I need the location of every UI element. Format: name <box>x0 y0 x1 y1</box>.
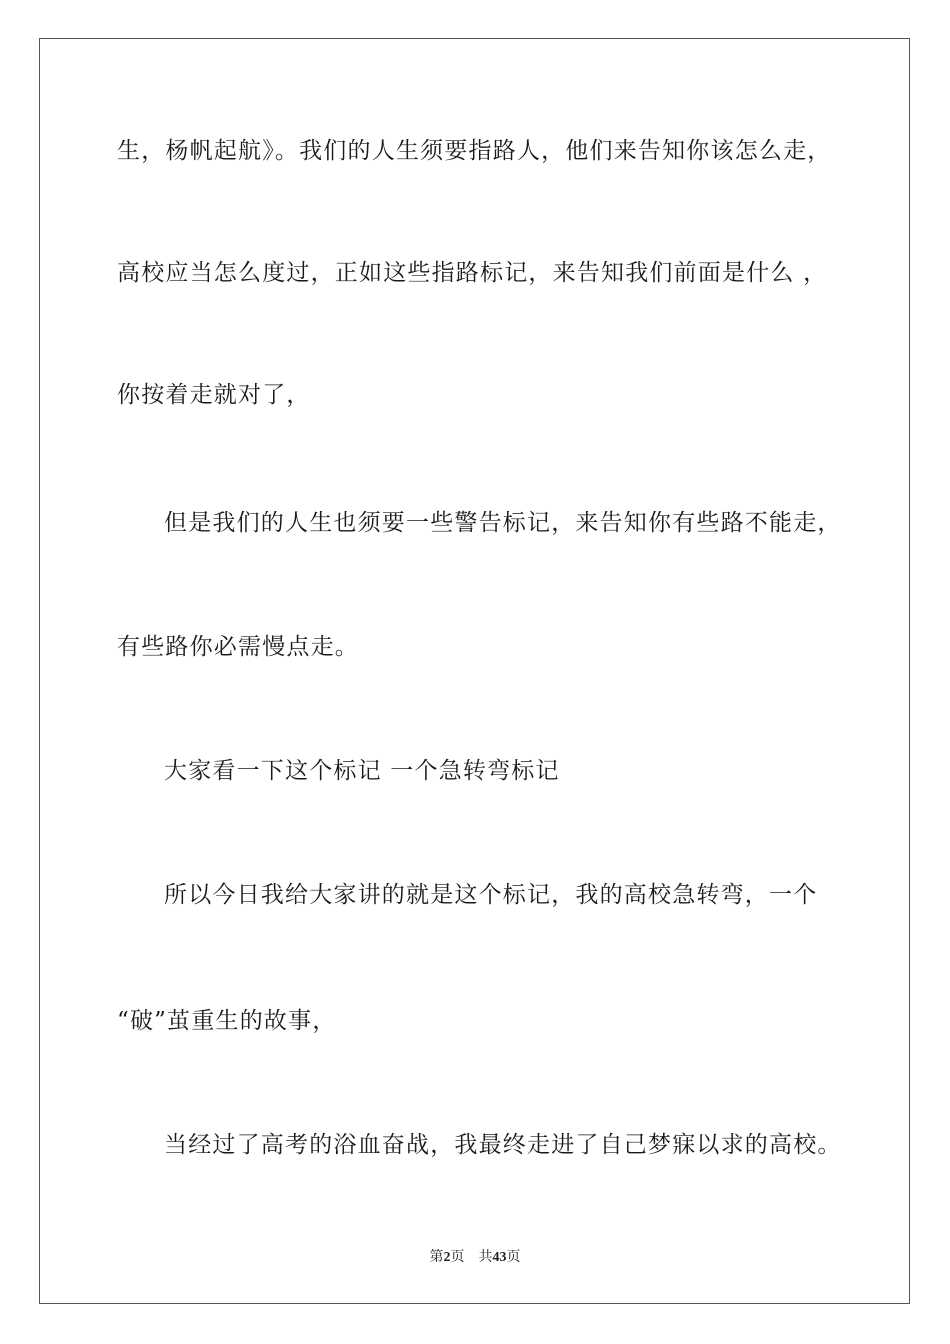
total-prefix: 共 <box>478 1250 493 1265</box>
text-line-1: 生，杨帆起航》。我们的人生须要指路人，他们来告知你该怎么走， <box>117 138 832 164</box>
text-line-5: 有些路你必需慢点走。 <box>117 634 359 660</box>
page-suffix: 页 <box>450 1250 465 1265</box>
text-line-4: 但是我们的人生也须要一些警告标记，来告知你有些路不能走， <box>164 510 842 536</box>
text-line-7: 所以今日我给大家讲的就是这个标记，我的高校急转弯，一个 <box>164 882 818 908</box>
text-line-2: 高校应当怎么度过，正如这些指路标记，来告知我们前面是什么 ， <box>117 260 828 286</box>
text-line-6: 大家看一下这个标记 一个急转弯标记 <box>164 758 560 784</box>
page-prefix: 第 <box>429 1250 444 1265</box>
text-line-3: 你按着走就对了， <box>117 382 311 408</box>
page-number: 2 <box>443 1250 451 1265</box>
text-line-8: “破”茧重生的故事， <box>117 1008 337 1034</box>
page-footer <box>0 1246 950 1266</box>
total-suffix: 页 <box>506 1250 521 1265</box>
text-line-9: 当经过了高考的浴血奋战，我最终走进了自己梦寐以求的高校。 <box>164 1132 842 1158</box>
total-pages: 43 <box>492 1250 507 1265</box>
page-border <box>39 38 910 1304</box>
